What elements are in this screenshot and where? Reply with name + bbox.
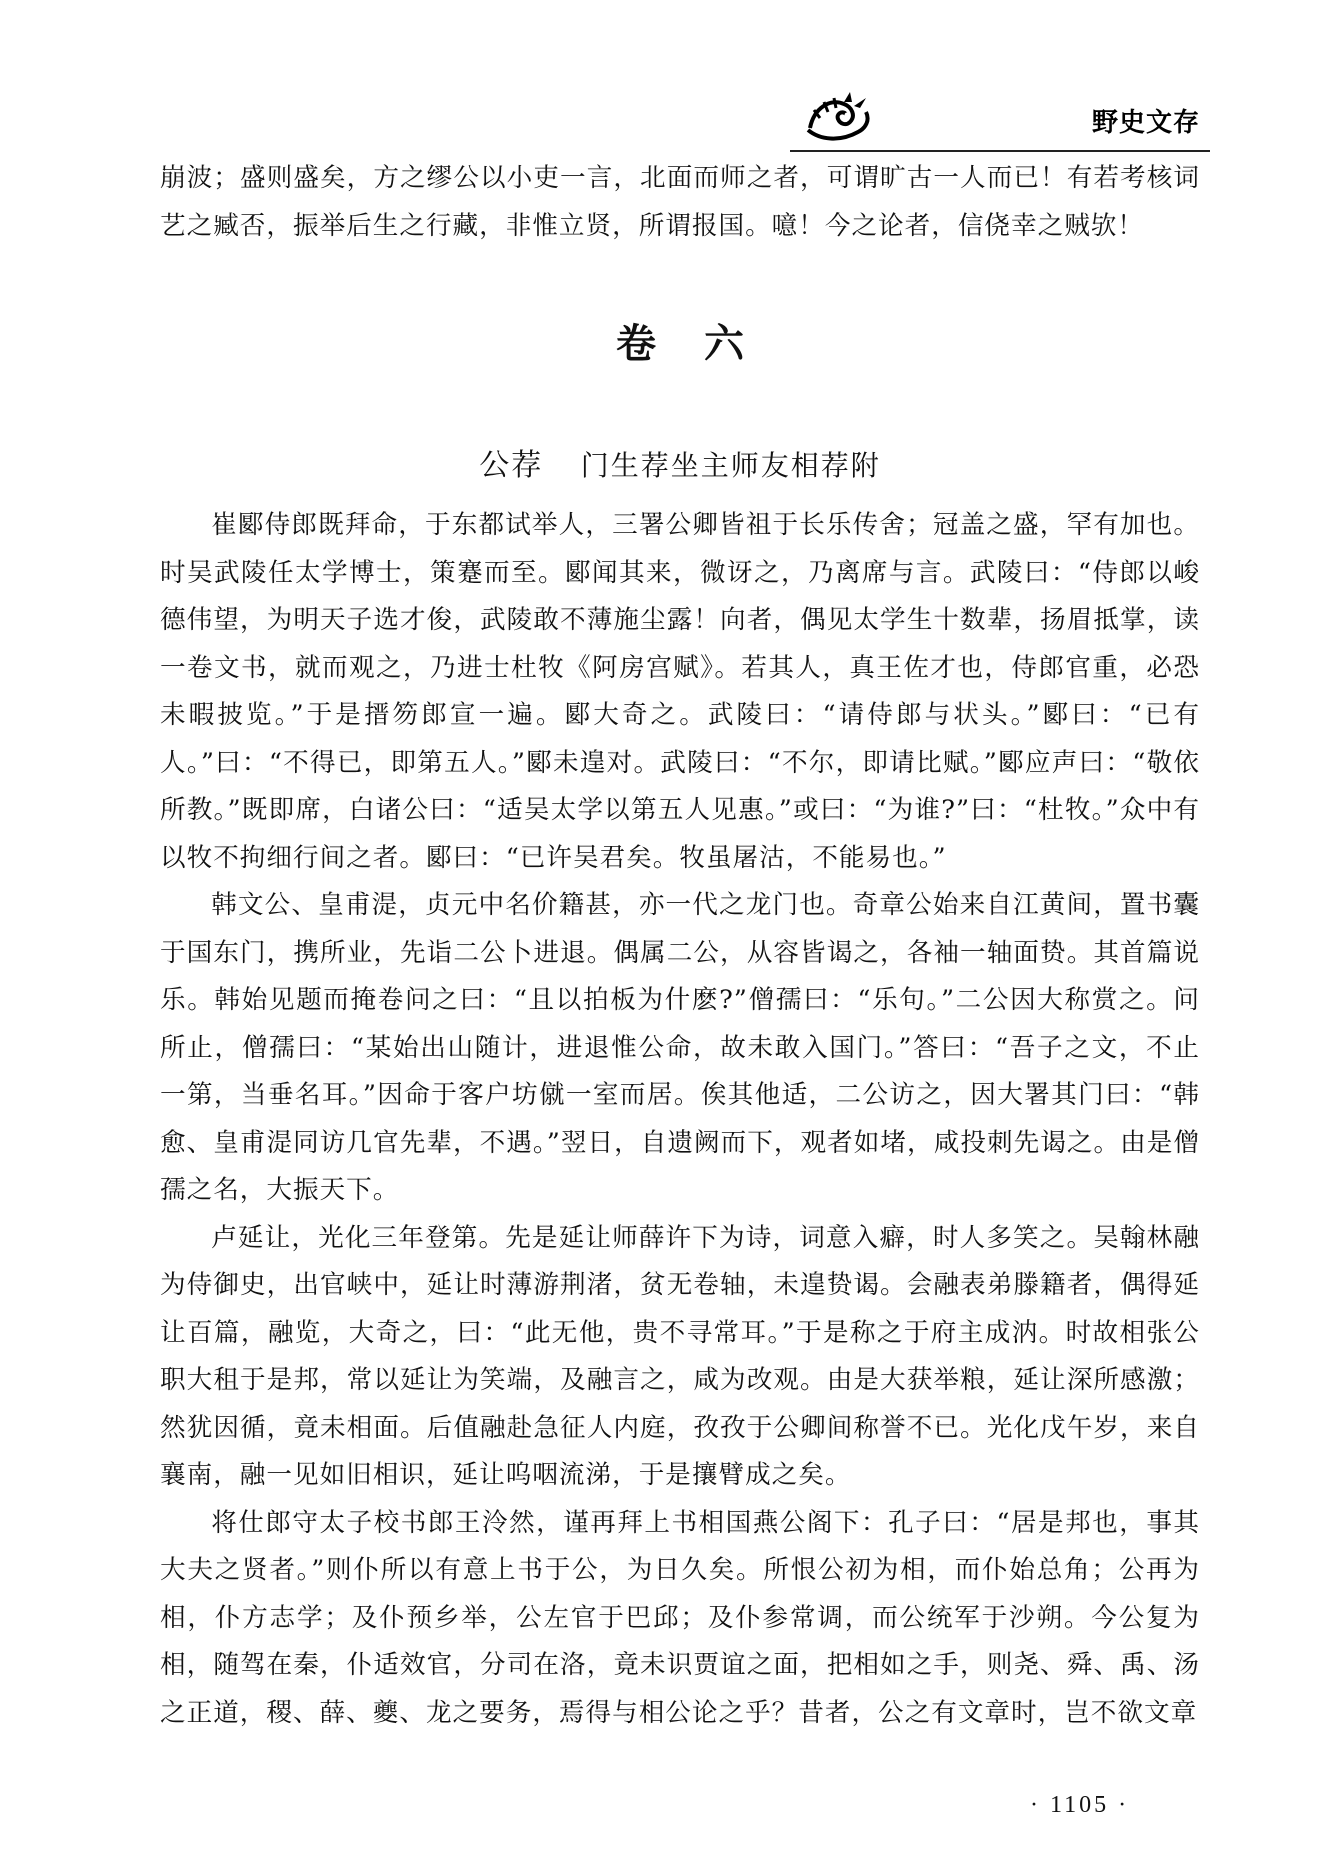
paragraph-lu-yanrang: 卢延让，光化三年登第。先是延让师薛许下为诗，词意入癖，时人多笑之。吴翰林融为侍御史，出官峡中，延让时薄游荆渚，贫无卷轴，未遑贽谒。会融表弟滕籍者，偶得延让百篇，融览，大奇之，曰：“此无他，贵不寻常耳。”于是称之于府主成汭。时故相张公职大租于是邦，常以延让为笑端，及融言之，咸为改观。由是大获举粮，延让深所感激；然犹因循，竟未相面。后值融赴急征人内庭，孜孜于公卿间称誉不已。光化戊午岁，来自襄南，融一见如旧相识，延让呜咽流涕，于是攘臂成之矣。 (160, 1222, 1200, 1490)
chapter-heading: 卷六 (616, 321, 792, 367)
series-title: 野史文存 (1091, 108, 1200, 138)
section-title: 公荐 (479, 448, 544, 483)
paragraph-wang-lingran: 将仕郎守太子校书郎王泠然，谨再拜上书相国燕公阁下：孔子曰：“居是邦也，事其大夫之贤者。”则仆所以有意上书于公，为日久矣。所恨公初为相，而仆始总角；公再为相，仆方志学；及仆预乡举，公左官于巴邱；及仆参常调，而公统军于沙朔。今公复为相，随驾在秦，仆适效官，分司在洛，竟未识贾谊之面，把相如之手，则尧、舜、禹、汤之正道，稷、薛、夔、龙之要务，焉得与相公论之乎？昔者，公之有文章时，岂不欲文章 (160, 1507, 1200, 1728)
dragon-logo-icon (800, 88, 876, 148)
header-rule (790, 150, 1210, 152)
running-header (790, 88, 1210, 150)
paragraph-han-wengong: 韩文公、皇甫湜，贞元中名价籍甚，亦一代之龙门也。奇章公始来自江黄间，置书囊于国东门，携所业，先诣二公卜进退。偶属二公，从容皆谒之，各袖一轴面贽。其首篇说乐。韩始见题而掩卷问之曰：“且以拍板为什麽?”僧孺曰：“乐句。”二公因大称赏之。问所止，僧孺曰：“某始出山随计，进退惟公命，故未敢入国门。”答曰：“吾子之文，不止一第，当垂名耳。”因命于客户坊僦一室而居。俟其他适，二公访之，因大署其门曰：“韩愈、皇甫湜同访几官先辈，不遇。”翌日，自遗阙而下，观者如堵，咸投刺先谒之。由是僧孺之名，大振天下。 (160, 890, 1200, 1205)
continued-paragraph: 崩波；盛则盛矣，方之缪公以小吏一言，北面而师之者，可谓旷古一人而已！有若考核词艺之臧否，振举后生之行藏，非惟立贤，所谓报国。噫！今之论者，信侥幸之贼欤！ (160, 163, 1200, 241)
section-heading (160, 446, 1200, 486)
section-subtitle: 门生荐坐主师友相荐附 (580, 449, 881, 482)
paragraph-cui-yan: 崔郾侍郎既拜命，于东都试举人，三署公卿皆祖于长乐传舍；冠盖之盛，罕有加也。时吴武陵任太学博士，策蹇而至。郾闻其来，微讶之，乃离席与言。武陵曰：“侍郎以峻德伟望，为明天子选才俊，武陵敢不薄施尘露！向者，偶见太学生十数辈，扬眉抵掌，读一卷文书，就而观之，乃进士杜牧《阿房宫赋》。若其人，真王佐才也，侍郎官重，必恐未暇披览。”于是搢笏郎宣一遍。郾大奇之。武陵曰：“请侍郎与状头。”郾曰：“已有人。”曰：“不得已，即第五人。”郾未遑对。武陵曰：“不尔，即请比赋。”郾应声曰：“敬依所教。”既即席，白诸公曰：“适吴太学以第五人见惠。”或曰：“为谁?”曰：“杜牧。”众中有以牧不拘细行间之者。郾曰：“已许吴君矣。牧虽屠沽，不能易也。” (160, 510, 1200, 873)
page-body (160, 155, 1200, 1737)
page-number: · 1105 · (1030, 1792, 1130, 1818)
